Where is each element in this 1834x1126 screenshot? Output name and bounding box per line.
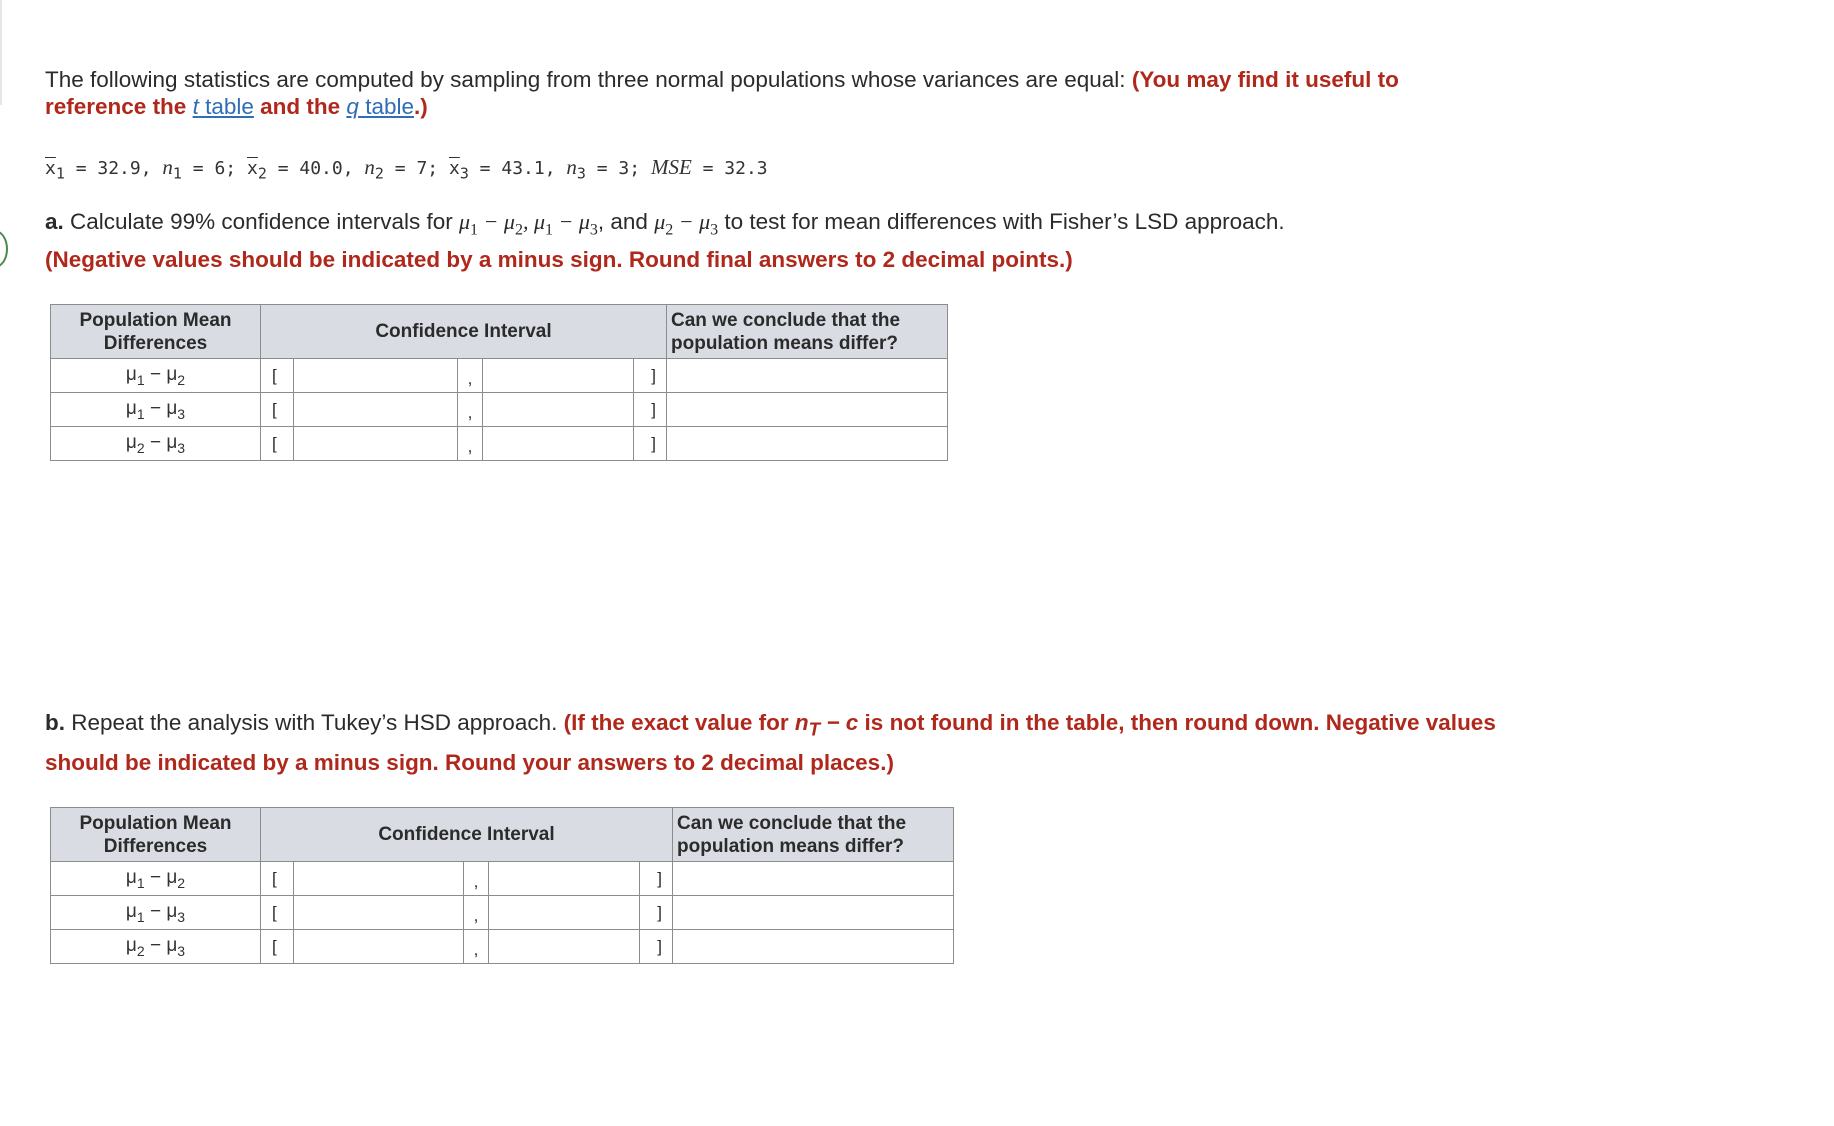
comma-separator: ,: [464, 896, 489, 930]
close-bracket: ]: [640, 930, 673, 964]
upper-bound-input[interactable]: [489, 931, 639, 962]
difference-label: $\mu_2 - \mu_3$: [51, 930, 261, 964]
upper-bound-input[interactable]: [489, 863, 639, 894]
difference-label: $\mu_1 - \mu_2$: [51, 359, 261, 393]
difference-label: $\mu_1 - \mu_3$: [51, 393, 261, 427]
conclusion-select[interactable]: [667, 359, 948, 393]
left-edge-marker: [0, 230, 8, 268]
close-bracket: ]: [634, 427, 667, 461]
part-a-note: (Negative values should be indicated by a minus sign. Round final answers to 2 decimal points.): [45, 247, 1073, 273]
table-row: [51, 359, 948, 393]
open-bracket: [: [261, 930, 294, 964]
lower-bound-input[interactable]: [294, 394, 457, 425]
comma-separator: ,: [458, 427, 483, 461]
table-row: [51, 393, 948, 427]
comma-separator: ,: [458, 359, 483, 393]
conclusion-select[interactable]: [673, 896, 954, 930]
conclusion-select[interactable]: [673, 930, 954, 964]
conclusion-select[interactable]: [667, 393, 948, 427]
conclude-header: Can we conclude that the population means differ?: [667, 305, 948, 359]
close-bracket: ]: [634, 359, 667, 393]
table-row: [51, 427, 948, 461]
upper-bound-input[interactable]: [489, 897, 639, 928]
problem-intro: [45, 66, 1465, 120]
difference-label: $\mu_1 - \mu_3$: [51, 896, 261, 930]
table-header-row: [51, 305, 948, 359]
comma-separator: ,: [464, 862, 489, 896]
comma-separator: ,: [464, 930, 489, 964]
intro-note: (You may find it useful to reference the t table and the q table.): [45, 67, 1399, 119]
close-bracket: ]: [634, 393, 667, 427]
table-row: [51, 930, 954, 964]
open-bracket: [: [261, 427, 294, 461]
population-mean-header: Population Mean Differences: [51, 305, 261, 359]
lower-bound-input[interactable]: [294, 863, 463, 894]
conclusion-select[interactable]: [667, 427, 948, 461]
confidence-interval-header: Confidence Interval: [261, 808, 673, 862]
conclude-header: Can we conclude that the population means differ?: [673, 808, 954, 862]
table-row: [51, 862, 954, 896]
comma-separator: ,: [458, 393, 483, 427]
open-bracket: [: [261, 862, 294, 896]
left-edge-line: [0, 0, 2, 105]
hsd-table: [50, 807, 954, 964]
t-table-link[interactable]: t table: [192, 94, 254, 119]
table-row: [51, 896, 954, 930]
population-mean-header: Population Mean Differences: [51, 808, 261, 862]
upper-bound-input[interactable]: [483, 394, 633, 425]
upper-bound-input[interactable]: [483, 360, 633, 391]
confidence-interval-header: Confidence Interval: [261, 305, 667, 359]
sample-statistics: $\overline{x}_1 = 32.9$, $n_1 = 6$; $\overline{x}_2 = 40.0$, $n_2 = 7$; $\overline{x}_3 = 43.1$, $n_3 = 3$; MSE = 32.3: [45, 155, 768, 183]
open-bracket: [: [261, 896, 294, 930]
open-bracket: [: [261, 359, 294, 393]
intro-text: The following statistics are computed by sampling from three normal populations whose variances are equal:: [45, 67, 1126, 92]
lower-bound-input[interactable]: [294, 428, 457, 459]
q-table-link[interactable]: q table: [346, 94, 414, 119]
lower-bound-input[interactable]: [294, 931, 463, 962]
open-bracket: [: [261, 393, 294, 427]
lsd-table: [50, 304, 948, 461]
part-a-question: a. Calculate 99% confidence intervals for $\mu_1 - \mu_2$, $\mu_1 - \mu_3$, and $\mu_2 - \mu_3$ to test for mean differences with Fisher’s LSD approach. (Negative values should be indicated by a minus sign. Round final answers to 2 decimal points.): [45, 209, 1285, 273]
close-bracket: ]: [640, 862, 673, 896]
lower-bound-input[interactable]: [294, 897, 463, 928]
difference-label: $\mu_1 - \mu_2$: [51, 862, 261, 896]
close-bracket: ]: [640, 896, 673, 930]
upper-bound-input[interactable]: [483, 428, 633, 459]
difference-label: $\mu_2 - \mu_3$: [51, 427, 261, 461]
table-header-row: [51, 808, 954, 862]
part-b-question: b. Repeat the analysis with Tukey’s HSD approach. (If the exact value for $n_T - c$ is not found in the table, then round down. Negative values should be indicated by a minus sign. Round your answers to 2 decimal places.): [45, 710, 1496, 775]
lower-bound-input[interactable]: [294, 360, 457, 391]
conclusion-select[interactable]: [673, 862, 954, 896]
